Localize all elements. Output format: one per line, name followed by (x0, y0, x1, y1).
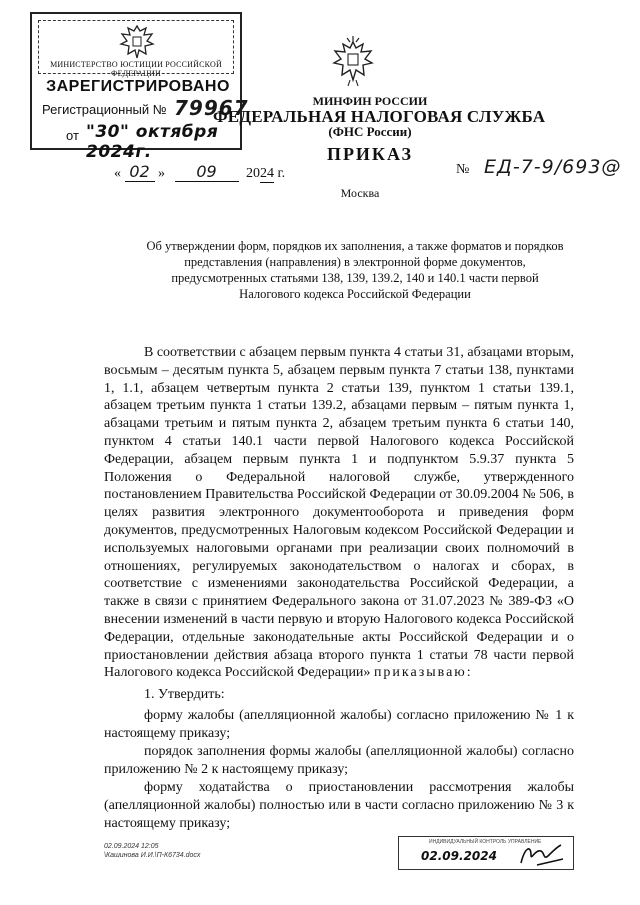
date-year-prefix: 20 (246, 166, 260, 181)
stamp-date-prefix: от (66, 128, 79, 143)
date-day: 02 (125, 162, 155, 182)
service-abbr: (ФНС России) (328, 124, 412, 139)
clause-item: форму жалобы (апелляционной жалобы) согласно приложению № 1 к настоящему приказу; (104, 708, 574, 741)
date-month: 09 (175, 162, 239, 182)
emblem-icon (330, 36, 376, 88)
date-year-suffix: 24 (260, 166, 274, 181)
order-date (114, 162, 285, 183)
file-footer (104, 842, 200, 860)
order-subject: Об утверждении форм, порядков их заполнения, а также форматов и порядков представления (направления) в электронной форме документов, предусмотренных статьями 138, 139, 139.2, 140 и 140.1 части первой Налогового кодекса Российской Федерации (146, 239, 564, 301)
order-number-label: № (456, 162, 470, 177)
date-year-unit: г. (277, 166, 286, 181)
stamp-reg-number: 79967 (174, 96, 249, 120)
clause-heading: 1. Утвердить: (144, 687, 225, 702)
preamble-text: В соответствии с абзацем первым пункта 4 статьи 31, абзацами вторым, восьмым – десятым пункта 5, абзацем первым пункта 7 статьи 138, пунктами 1, 1.1, абзацем четвертым пункта 2 статьи 139, пунктом 1 статьи 139.1, абзацем третьим пункта 1 статьи 139.2, абзацами первым – пятым пункта 1, абзацами третьим и пятым пункта 2, абзацем третьим пункта 6 статьи 140, пунктом 4 статьи 140.1 части первой Налогового кодекса Российской Федерации, абзацем первым пункта 1 и подпунктом 5.9.37 пункта 5 Положения о Федеральной налоговой службе, утвержденного постановлением Правительства Российской Федерации от 30.09.2004 № 506, в целях развития электронного документооборота и приведения форм документов, предусмотренных Налоговым кодексом Российской Федерации и используемых налоговыми органами при реализации своих полномочий в отношениях, регулируемых законодательством о налогах и сборах, в соответствие с изменениями законодательства Российской Федерации, а также в связи с принятием Федерального закона от 31.07.2023 № 389-ФЗ «О внесении изменений в части первую и вторую Налогового кодекса Российской Федерации, отдельные законодательные акты Российской Федерации и о приостановлении действия абзаца второго пункта 1 статьи 78 части первой Налогового кодекса Российской Федерации» (104, 345, 574, 681)
signature-icon (517, 841, 567, 869)
clause-item: форму ходатайства о приостановлении рассмотрения жалобы (апелляционной жалобы) полностью или в части согласно приложению № 3 к настоящему приказу; (104, 780, 574, 831)
clause-item: порядок заполнения формы жалобы (апелляционной жалобы) согласно приложению № 2 к настоящему приказу; (104, 744, 574, 777)
city: Москва (340, 186, 380, 200)
control-stamp (398, 836, 574, 870)
service-title: ФЕДЕРАЛЬНАЯ НАЛОГОВАЯ СЛУЖБА (213, 107, 546, 126)
order-number: ЕД-7-9/693@ (484, 156, 622, 178)
control-stamp-text: ИНДИВИДУАЛЬНЫЙ КОНТРОЛЬ УПРАВЛЕНИЕ (429, 839, 542, 845)
stamp-registered: ЗАРЕГИСТРИРОВАНО (46, 78, 230, 95)
footer-timestamp: 02.09.2024 12:05 (104, 843, 159, 850)
doc-type-title: ПРИКАЗ (326, 144, 414, 164)
stamp-ministry: МИНИСТЕРСТВО ЮСТИЦИИ РОССИЙСКОЙ ФЕДЕРАЦИИ (50, 60, 222, 78)
date-open-quote: « (114, 166, 121, 181)
stamp-reg-label: Регистрационный № (42, 102, 167, 117)
control-stamp-date: 02.09.2024 (421, 849, 497, 863)
ministry-title: МИНФИН РОССИИ (312, 94, 428, 108)
stamp-date: "30" октября 2024г. (86, 122, 219, 162)
eagle-icon (116, 22, 158, 62)
footer-filepath: \Кашинова И.И.\П-К6734.docx (104, 852, 201, 859)
date-close-quote: » (158, 166, 165, 181)
preamble-paragraph (104, 344, 574, 682)
order-word: приказываю: (373, 665, 473, 681)
